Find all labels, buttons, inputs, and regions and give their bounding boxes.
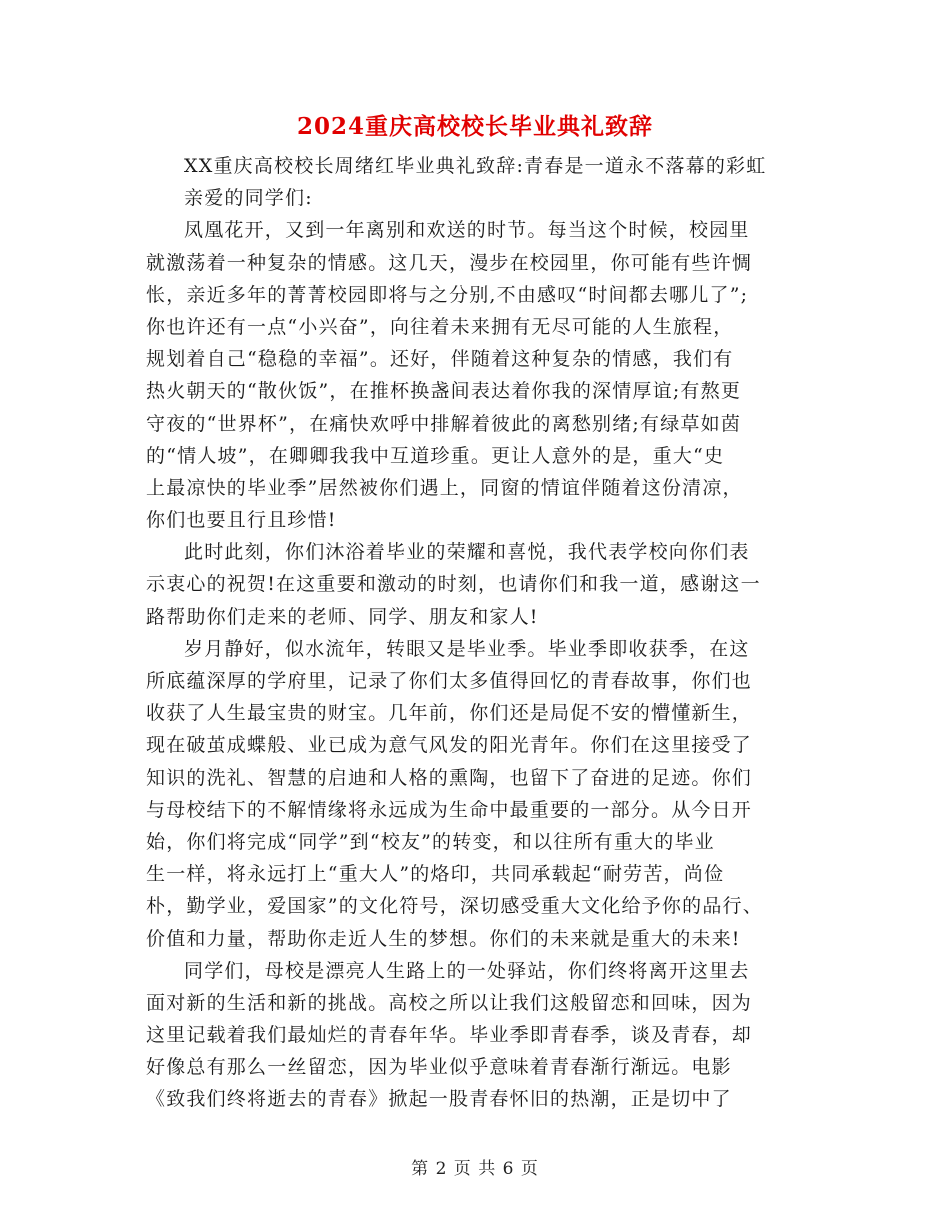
text-line: 价值和力量，帮助你走近人生的梦想。你们的未来就是重大的未来! <box>146 927 741 950</box>
text-line: 怅，亲近多年的菁菁校园即将与之分别,不由感叹“时间都去哪儿了”; <box>146 283 749 306</box>
text-line: 的“情人坡”，在卿卿我我中互道珍重。更让人意外的是，重大“史 <box>146 444 725 467</box>
text-line: 此时此刻，你们沐浴着毕业的荣耀和喜悦，我代表学校向你们表 <box>184 541 750 564</box>
page-footer: 第 2 页 共 6 页 <box>411 1159 539 1179</box>
text-line: 上最凉快的毕业季”居然被你们遇上，同窗的情谊伴随着这份清凉， <box>146 476 743 499</box>
text-line: 好像总有那么一丝留恋，因为毕业似乎意味着青春渐行渐远。电影 <box>146 1056 732 1079</box>
text-line: 你也许还有一点“小兴奋”，向往着未来拥有无尽可能的人生旅程， <box>146 315 734 338</box>
text-line: 规划着自己“稳稳的幸福”。还好，伴随着这种复杂的情感，我们有 <box>146 348 734 371</box>
text-line: 生一样，将永远打上“重大人”的烙印，共同承载起“耐劳苦，尚俭 <box>146 863 725 886</box>
text-line: 就激荡着一种复杂的情感。这几天，漫步在校园里，你可能有些许惆 <box>146 251 753 274</box>
text-line: 示衷心的祝贺!在这重要和激动的时刻，也请你们和我一道，感谢这一 <box>146 573 761 596</box>
text-line: 守夜的“世界杯”，在痛快欢呼中排解着彼此的离愁别绪;有绿草如茵 <box>146 412 742 435</box>
document-title: 2024重庆高校校长毕业典礼致辞 <box>296 113 653 140</box>
document-body <box>146 150 806 1116</box>
text-line: 所底蕴深厚的学府里，记录了你们太多值得回忆的青春故事，你们也 <box>146 670 753 692</box>
text-line: XX重庆高校校长周绪红毕业典礼致辞:青春是一道永不落幕的彩虹 <box>184 155 767 177</box>
text-line: 面对新的生活和新的挑战。高校之所以让我们这般留恋和回味，因为 <box>146 991 753 1014</box>
text-line: 《致我们终将逝去的青春》掀起一股青春怀旧的热潮，正是切中了 <box>146 1088 732 1111</box>
text-line: 路帮助你们走来的老师、同学、朋友和家人! <box>146 605 539 628</box>
text-line: 你们也要且行且珍惜! <box>146 509 337 532</box>
text-line: 与母校结下的不解情缘将永远成为生命中最重要的一部分。从今日开 <box>146 798 753 821</box>
text-line: 凤凰花开，又到一年离别和欢送的时节。每当这个时候，校园里 <box>184 219 750 242</box>
text-line: 同学们，母校是漂亮人生路上的一处驿站，你们终将离开这里去 <box>184 959 750 982</box>
text-line: 热火朝天的“散伙饭”，在推杯换盏间表达着你我的深情厚谊;有熬更 <box>146 380 742 403</box>
text-line: 现在破茧成蝶般、业已成为意气风发的阳光青年。你们在这里接受了 <box>146 734 753 757</box>
text-line: 这里记载着我们最灿烂的青春年华。毕业季即青春季，谈及青春，却 <box>146 1024 753 1047</box>
text-line: 收获了人生最宝贵的财宝。几年前，你们还是局促不安的懵懂新生， <box>146 702 753 725</box>
text-line: 知识的洗礼、智慧的启迪和人格的熏陶，也留下了奋进的足迹。你们 <box>146 766 753 789</box>
text-line: 朴，勤学业，爱国家”的文化符号，深切感受重大文化给予你的品行、 <box>146 895 763 918</box>
text-line: 亲爱的同学们: <box>184 187 313 210</box>
text-line: 岁月静好，似水流年，转眼又是毕业季。毕业季即收获季，在这 <box>184 637 750 660</box>
text-line: 始，你们将完成“同学”到“校友”的转变，和以往所有重大的毕业 <box>146 830 715 853</box>
